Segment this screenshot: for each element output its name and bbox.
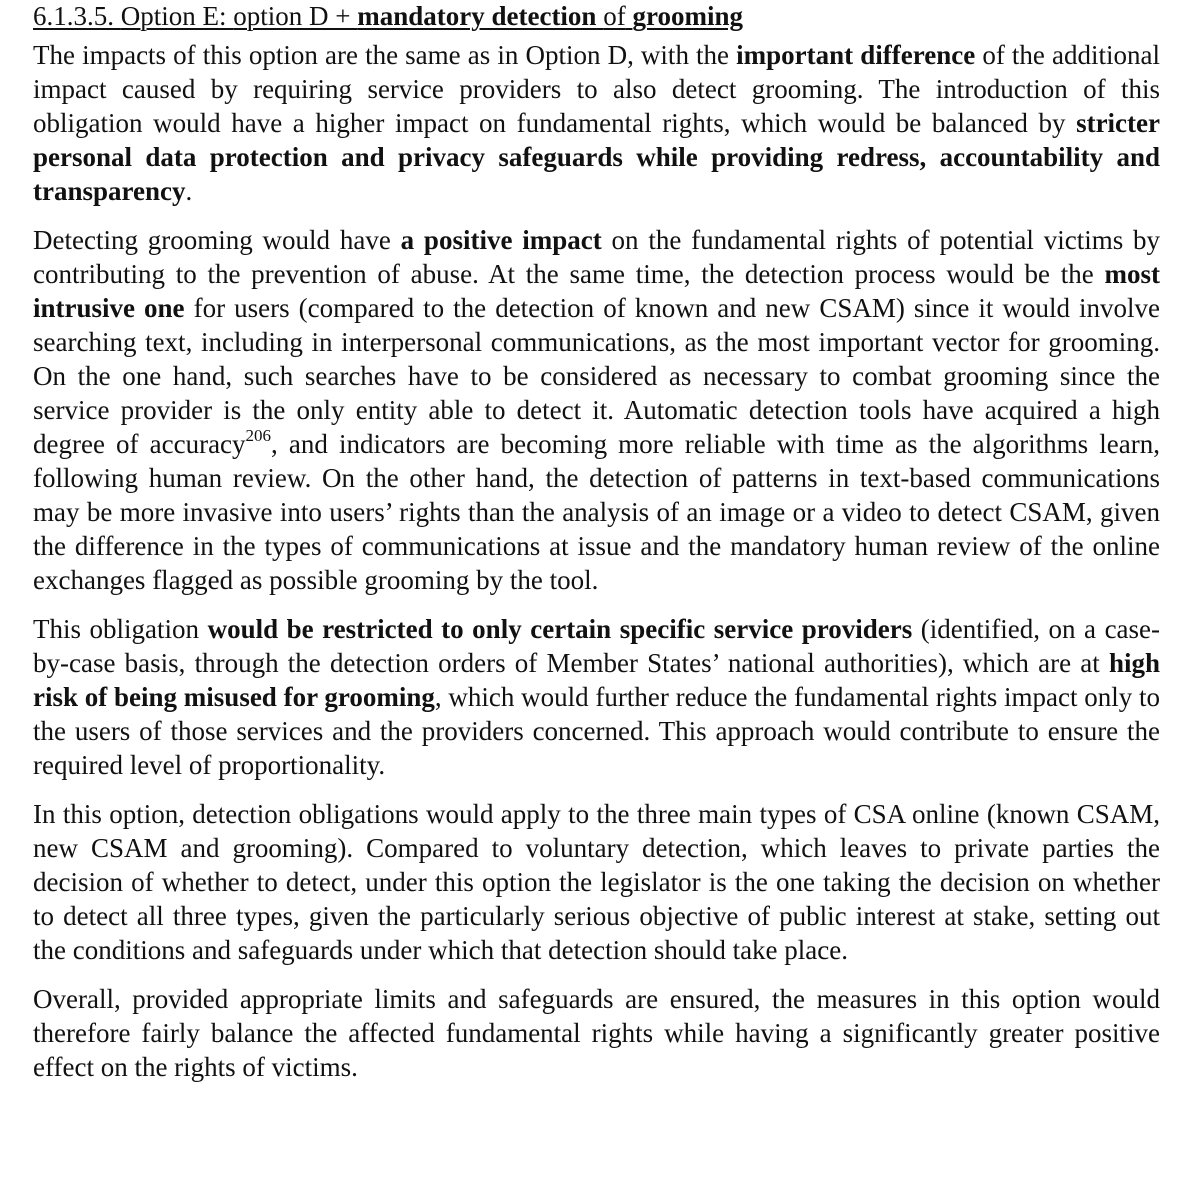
p1-bold-1: important difference [736, 40, 976, 70]
section-heading [33, 0, 1160, 32]
option-label: Option E: [120, 1, 227, 31]
p3-text-2: (identified, on a case-by-case basis, through the detection orders of Member States’ national authorities), which are at [33, 614, 1161, 678]
p3-text-3: , which would further reduce the fundamental rights impact only to the users of those services and the providers concerned. This approach would contribute to ensure the required level of proportionality. [33, 682, 1160, 780]
p2-text-3: for users (compared to the detection of known and new CSAM) since it would involve searching text, including in interpersonal communications, as the most important vector for grooming. On the one hand, such searches have to be considered as necessary to combat grooming since the service provider is the only entity able to detect it. Automatic detection tools have acquired a high degree of accuracy [33, 293, 1160, 459]
paragraph-1 [33, 38, 1160, 208]
p2-text-2: on the fundamental rights of potential victims by contributing to the prevention of abuse. At the same time, the detection process would be the [33, 225, 1161, 289]
paragraph-4: In this option, detection obligations would apply to the three main types of CSA online (known CSAM, new CSAM and grooming). Compared to voluntary detection, which leaves to private parties the decision of whether to detect, under this option the legislator is the one taking the decision on whether to detect all three types, given the particularly serious objective of public interest at stake, setting out the conditions and safeguards under which that detection should take place. [33, 799, 1160, 965]
paragraph-5: Overall, provided appropriate limits and safeguards are ensured, the measures in this option would therefore fairly balance the affected fundamental rights while having a significantly greater positive effect on the rights of victims. [33, 984, 1160, 1082]
p2-text-1: Detecting grooming would have [33, 225, 391, 255]
p2-bold-2: most intrusive one [33, 259, 1160, 323]
p1-text-3: . [185, 176, 193, 206]
p2-text-4: , and indicators are becoming more reliable with time as the algorithms learn, following human review. On the other hand, the detection of patterns in text-based communications may be more invasive into users’ rights than the analysis of an image or a video to detect CSAM, given the difference in the types of communications at issue and the mandatory human review of the online exchanges flagged as possible grooming by the tool. [33, 429, 1160, 595]
p3-bold-1: would be restricted to only certain specific service providers [207, 614, 913, 644]
p1-text-2: of the additional impact caused by requiring service providers to also detect grooming. The introduction of this obligation would have a higher impact on fundamental rights, which would be balanced by [33, 40, 1160, 138]
paragraph-2 [33, 223, 1160, 597]
heading-bold-detection: mandatory detection [357, 1, 597, 31]
p1-text-1: The impacts of this option are the same as in Option D, with the [33, 40, 730, 70]
section-number: 6.1.3.5. [33, 1, 114, 31]
heading-bold-grooming: grooming [632, 1, 743, 31]
p3-bold-2: high risk of being misused for grooming [33, 648, 1160, 712]
heading-of: of [603, 1, 626, 31]
p1-bold-2: stricter personal data protection and privacy safeguards while providing redress, accountability and transparency [33, 108, 1161, 206]
p3-text-1: This obligation [33, 614, 200, 644]
paragraph-3 [33, 612, 1160, 782]
heading-prefix: option D + [233, 1, 351, 31]
p2-bold-1: a positive impact [400, 225, 602, 255]
footnote-ref[interactable]: 206 [245, 426, 272, 445]
